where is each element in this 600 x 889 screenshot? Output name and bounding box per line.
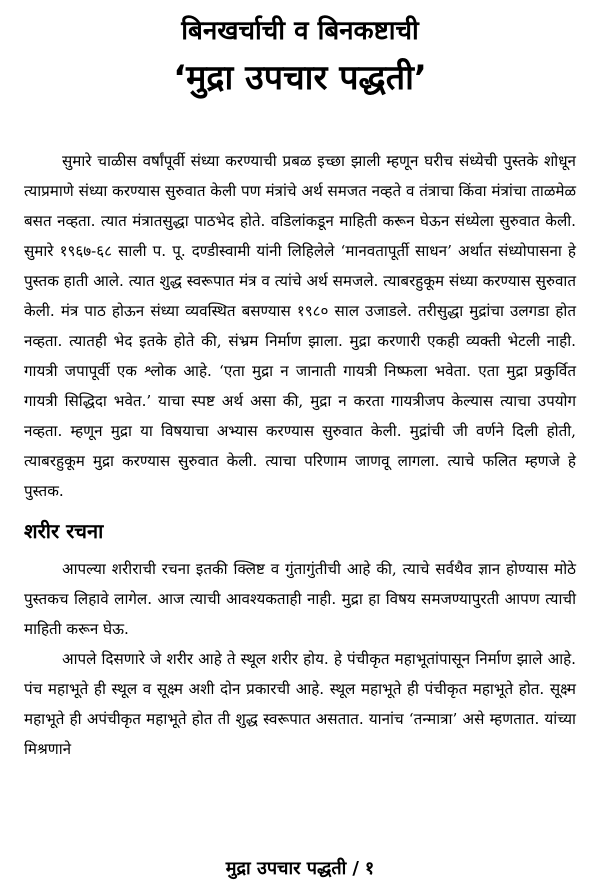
page-footer — [0, 857, 600, 881]
page-number: १ — [364, 858, 375, 879]
footer-separator: / — [352, 858, 359, 879]
section-paragraph-2: आपले दिसणारे जे शरीर आहे ते स्थूल शरीर होय. हे पंचीकृत महाभूतांपासून निर्माण झाले आहे. पंच महाभूते ही स्थूल व सूक्ष्म अशी दोन प्रकारची आहे. स्थूल महाभूते ही पंचीकृत महाभूते होत. सूक्ष्म महाभूते ही अपंचीकृत महाभूते होत ती शुद्ध स्वरूपात असतात. यानांच ‘तन्मात्रा’ असे म्हणतात. यांच्या मिश्रणाने — [24, 650, 576, 758]
footer-book-title: मुद्रा उपचार पद्धती — [225, 858, 347, 879]
page-subtitle: बिनखर्चाची व बिनकष्टाची — [181, 16, 419, 46]
intro-paragraph: सुमारे चाळीस वर्षांपूर्वी संध्या करण्याची प्रबळ इच्छा झाली म्हणून घरीच संध्येची पुस्तके शोधून त्याप्रमाणे संध्या करण्यास सुरुवात केली पण मंत्रांचे अर्थ समजत नव्हते व तंत्राचा किंवा मंत्रांचा ताळमेळ बसत नव्हता. त्यात मंत्रातसुद्धा पाठभेद होते. वडिलांकडून माहिती करून घेऊन संध्येला सुरुवात केली. सुमारे १९६७-६८ साली प. पू. दण्डीस्वामी यांनी लिहिलेले ‘मानवतापूर्ती साधन’ अर्थात संध्योपासना हे पुस्तक हाती आले. त्यात शुद्ध स्वरूपात मंत्र व त्यांचे अर्थ समजले. त्याबरहुकूम संध्या करण्यास सुरुवात केली. मंत्र पाठ होऊन संध्या व्यवस्थित बसण्यास १९८० साल उजाडले. तरीसुद्धा मुद्रांचा उलगडा होत नव्हता. त्यातही भेद इतके होते की, संभ्रम निर्माण झाला. मुद्रा करणारी एकही व्यक्ती भेटली नाही. गायत्री जपापूर्वी एक श्लोक आहे. ‘एता मुद्रा न जानाती गायत्री निष्फला भवेता. एता मुद्रा प्रकुर्वित गायत्री सिद्धिदा भवेत.’ याचा स्पष्ट अर्थ असा की, मुद्रा न करता गायत्रीजप केल्यास त्याचा उपयोग नव्हता. म्हणून मुद्रा या विषयाचा अभ्यास करण्यास सुरुवात केली. मुद्रांची जी वर्णने दिली होती, त्याबरहुकूम मुद्रा करण्यास सुरुवात केली. त्याचा परिणाम जाणवू लागला. त्याचे फलित म्हणजे हे पुस्तक. — [24, 152, 576, 500]
section-heading: शरीर रचना — [24, 519, 104, 543]
book-page — [0, 14, 600, 889]
page-body — [24, 146, 576, 764]
section-paragraph-1: आपल्या शरीराची रचना इतकी क्लिष्ट व गुंतागुंतीची आहे की, त्याचे सर्वथैव ज्ञान होण्यास मोठे पुस्तकच लिहावे लागेल. आज त्याची आवश्यकताही नाही. मुद्रा हा विषय समजण्यापुरती आपण त्याची माहिती करून घेऊ. — [24, 560, 576, 638]
page-title: ‘मुद्रा उपचार पद्धती’ — [173, 58, 427, 98]
